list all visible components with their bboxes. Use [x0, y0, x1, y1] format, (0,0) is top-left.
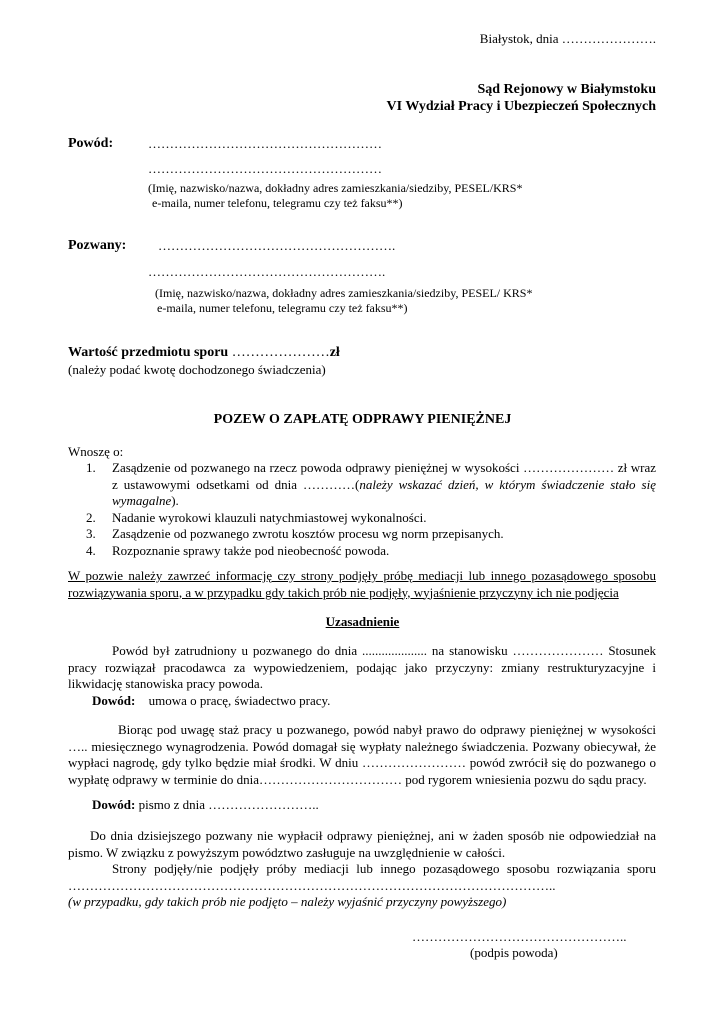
- dispute-value-note: (należy podać kwotę dochodzonego świadczenia): [68, 362, 326, 377]
- document-title: POZEW O ZAPŁATĘ ODPRAWY PIENIĘŻNEJ: [213, 412, 512, 427]
- request-item: [86, 526, 656, 543]
- evidence-2-text: pismo z dnia ……………………..: [138, 797, 319, 812]
- requests-list: [86, 460, 656, 559]
- signature-label: (podpis powoda): [470, 945, 558, 960]
- plaintiff-label: Powód:: [68, 136, 114, 151]
- request-number: 2.: [86, 509, 96, 525]
- defendant-line-1: ……………………………………………….: [158, 238, 396, 253]
- evidence-2: [92, 797, 319, 813]
- justification-paragraph-5: (w przypadku, gdy takich prób nie podjęto – należy wyjaśnić przyczyny powyższego): [68, 894, 507, 909]
- request-item: [86, 460, 656, 510]
- evidence-1-text: umowa o pracę, świadectwo pracy.: [148, 693, 331, 708]
- plaintiff-hint-2: e-maila, numer telefonu, telegramu czy też faksu**): [152, 196, 403, 210]
- justification-paragraph-2: Biorąc pod uwagę staż pracy u pozwanego, powód nabył prawo do odprawy pieniężnej w wysokości ….. miesięcznego wynagrodzenia. Powód domagał się wypłaty należnego świadczenia. Pozwany obiecywał, że wypłaci nagrodę, gdy tylko będzie miał środki. W dniu …………………… powód zwrócił się do pozwanego o wypłatę odprawy w terminie do dnia…………………………… pod rygorem wniesienia pozwu do sądu pracy.: [68, 722, 656, 787]
- request-item: [86, 510, 656, 527]
- request-text: Nadanie wyrokowi klauzuli natychmiastowej wykonalności.: [112, 509, 427, 525]
- plaintiff-hint-1: (Imię, nazwisko/nazwa, dokładny adres zamieszkania/siedziby, PESEL/KRS*: [148, 181, 523, 195]
- request-text: Rozpoznanie sprawy także pod nieobecność powoda.: [112, 542, 390, 558]
- signature-line: …………………………………………..: [412, 929, 627, 944]
- evidence-2-label: Dowód:: [92, 797, 136, 812]
- request-text: Zasądzenie od pozwanego zwrotu kosztów procesu wg norm przepisanych.: [112, 526, 504, 541]
- mediation-notice: W pozwie należy zawrzeć informację czy strony podjęły próbę mediacji lub innego pozasądowego sposobu rozwiązywania sporu, a w przypadku gdy takich prób nie podjęły, wyjaśnienie przyczyny ich nie podjęcia: [68, 568, 656, 600]
- justification-paragraph-3: Do dnia dzisiejszego pozwany nie wypłacił odprawy pieniężnej, ani w żaden sposób nie odpowiedział na pismo. W związku z powyższym powództwo zasługuje na uwzględnienie w całości.: [68, 828, 656, 860]
- request-number: 1.: [86, 460, 96, 475]
- court-division: VI Wydział Pracy i Ubezpieczeń Społecznych: [386, 99, 656, 114]
- request-italic-note: należy wskazać dzień, w którym świadczenie stało się wymagalne: [112, 476, 656, 508]
- defendant-hint-1: (Imię, nazwisko/nazwa, dokładny adres zamieszkania/siedziby, PESEL/ KRS*: [155, 286, 533, 300]
- court-name: Sąd Rejonowy w Białymstoku: [477, 82, 656, 97]
- justification-heading: Uzasadnienie: [325, 614, 400, 629]
- justification-paragraph-1: Powód był zatrudniony u pozwanego do dnia .................... na stanowisku ………………… Stosunek pracy rozwiązał pracodawca za wypowiedzeniem, podając jako przyczyny: zmiany restrukturyzacyjne i likwidację stanowiska pracy powoda.: [68, 643, 656, 691]
- place-date: Białystok, dnia ………………….: [479, 31, 656, 46]
- plaintiff-line-2: ………………………………………………: [148, 161, 382, 176]
- request-item: [86, 543, 656, 560]
- defendant-line-2: ……………………………………………….: [148, 264, 386, 279]
- request-number: 4.: [86, 542, 96, 558]
- dispute-value: [68, 345, 340, 361]
- request-text: Zasądzenie od pozwanego na rzecz powoda odprawy pieniężnej w wysokości ………………… zł wraz z ustawowymi odsetkami od dnia …………(: [112, 460, 656, 492]
- dispute-value-label: Wartość przedmiotu sporu: [68, 345, 229, 360]
- requests-intro: Wnoszę o:: [68, 444, 124, 459]
- defendant-label: Pozwany:: [68, 238, 127, 253]
- justification-paragraph-4: Strony podjęły/nie podjęły próby mediacji lub innego pozasądowego sposobu rozwiązania sporu …………………………………………………………………………………………………..: [68, 861, 656, 893]
- defendant-hint-2: e-maila, numer telefonu, telegramu czy też faksu**): [157, 301, 408, 315]
- request-number: 3.: [86, 526, 96, 541]
- plaintiff-line-1: ………………………………………………: [148, 136, 382, 151]
- evidence-1-label: Dowód:: [92, 693, 136, 708]
- dispute-value-dots: …………………: [228, 345, 330, 360]
- dispute-value-unit: zł: [329, 345, 340, 360]
- evidence-1: [92, 693, 330, 709]
- request-tail: ).: [171, 493, 179, 508]
